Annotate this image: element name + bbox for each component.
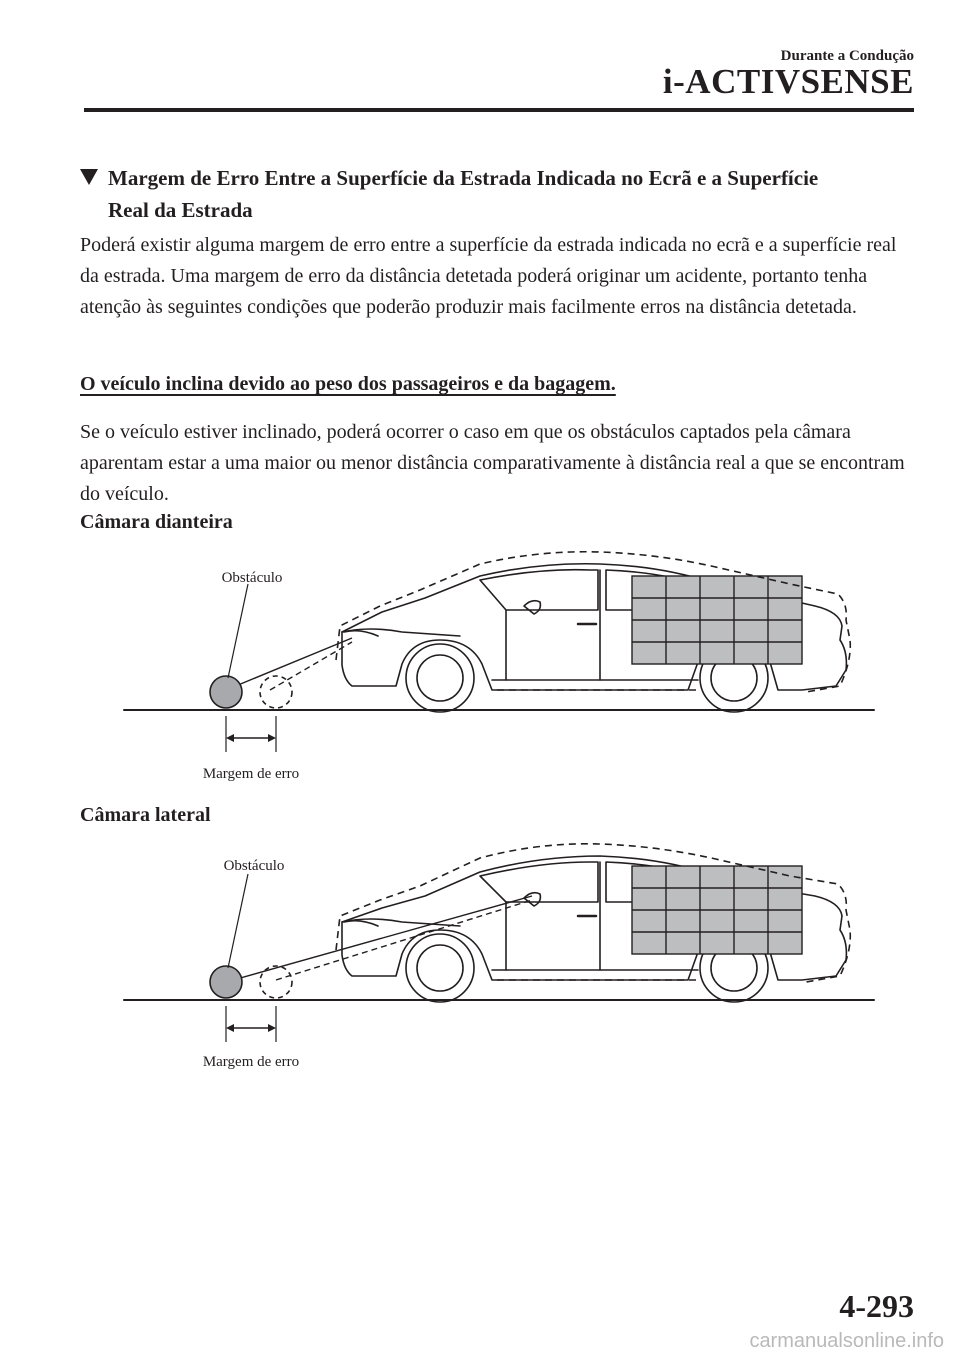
figure-label-side-camera: Câmara lateral — [80, 804, 211, 826]
section-heading-line1: Margem de Erro Entre a Superfície da Estrada Indicada no Ecrã e a Superfície — [108, 166, 819, 190]
margin-label: Margem de erro — [202, 1054, 300, 1070]
subheading: O veículo inclina devido ao peso dos passageiros e da bagagem. — [80, 373, 616, 395]
watermark: carmanualsonline.info — [749, 1330, 944, 1352]
figure-label-front-camera: Câmara dianteira — [80, 511, 233, 533]
obstacle-label: Obstáculo — [223, 858, 285, 874]
section-heading-line2: Real da Estrada — [108, 198, 253, 222]
header-rule — [84, 108, 914, 112]
page-number: 4-293 — [839, 1288, 914, 1324]
obstacle-actual — [210, 676, 242, 708]
triangle-marker-icon — [80, 169, 98, 185]
header-title: i-ACTIVSENSE — [662, 62, 914, 101]
intro-paragraph: Poderá existir alguma margem de erro entre a superfície da estrada indicada no ecrã e a superfície real da estrada. Uma margem de erro da distância detetada poderá originar um acidente, portanto tenha atenção às seguintes condições que poderão produzir mais facilmente erros na distância detetada. — [80, 234, 897, 318]
obstacle-label: Obstáculo — [221, 570, 283, 586]
margin-label: Margem de erro — [202, 766, 300, 782]
obstacle-perceived — [260, 676, 292, 708]
header-chapter: Durante a Condução — [780, 48, 914, 64]
obstacle-actual — [210, 966, 242, 998]
front-camera-diagram — [120, 540, 880, 790]
sub-paragraph: Se o veículo estiver inclinado, poderá ocorrer o caso em que os obstáculos captados pela câmara aparentam estar a uma maior ou menor distância comparativamente à distância real a que se encontram do veículo. — [80, 421, 905, 505]
side-camera-diagram — [120, 830, 880, 1080]
section-heading — [80, 162, 900, 226]
